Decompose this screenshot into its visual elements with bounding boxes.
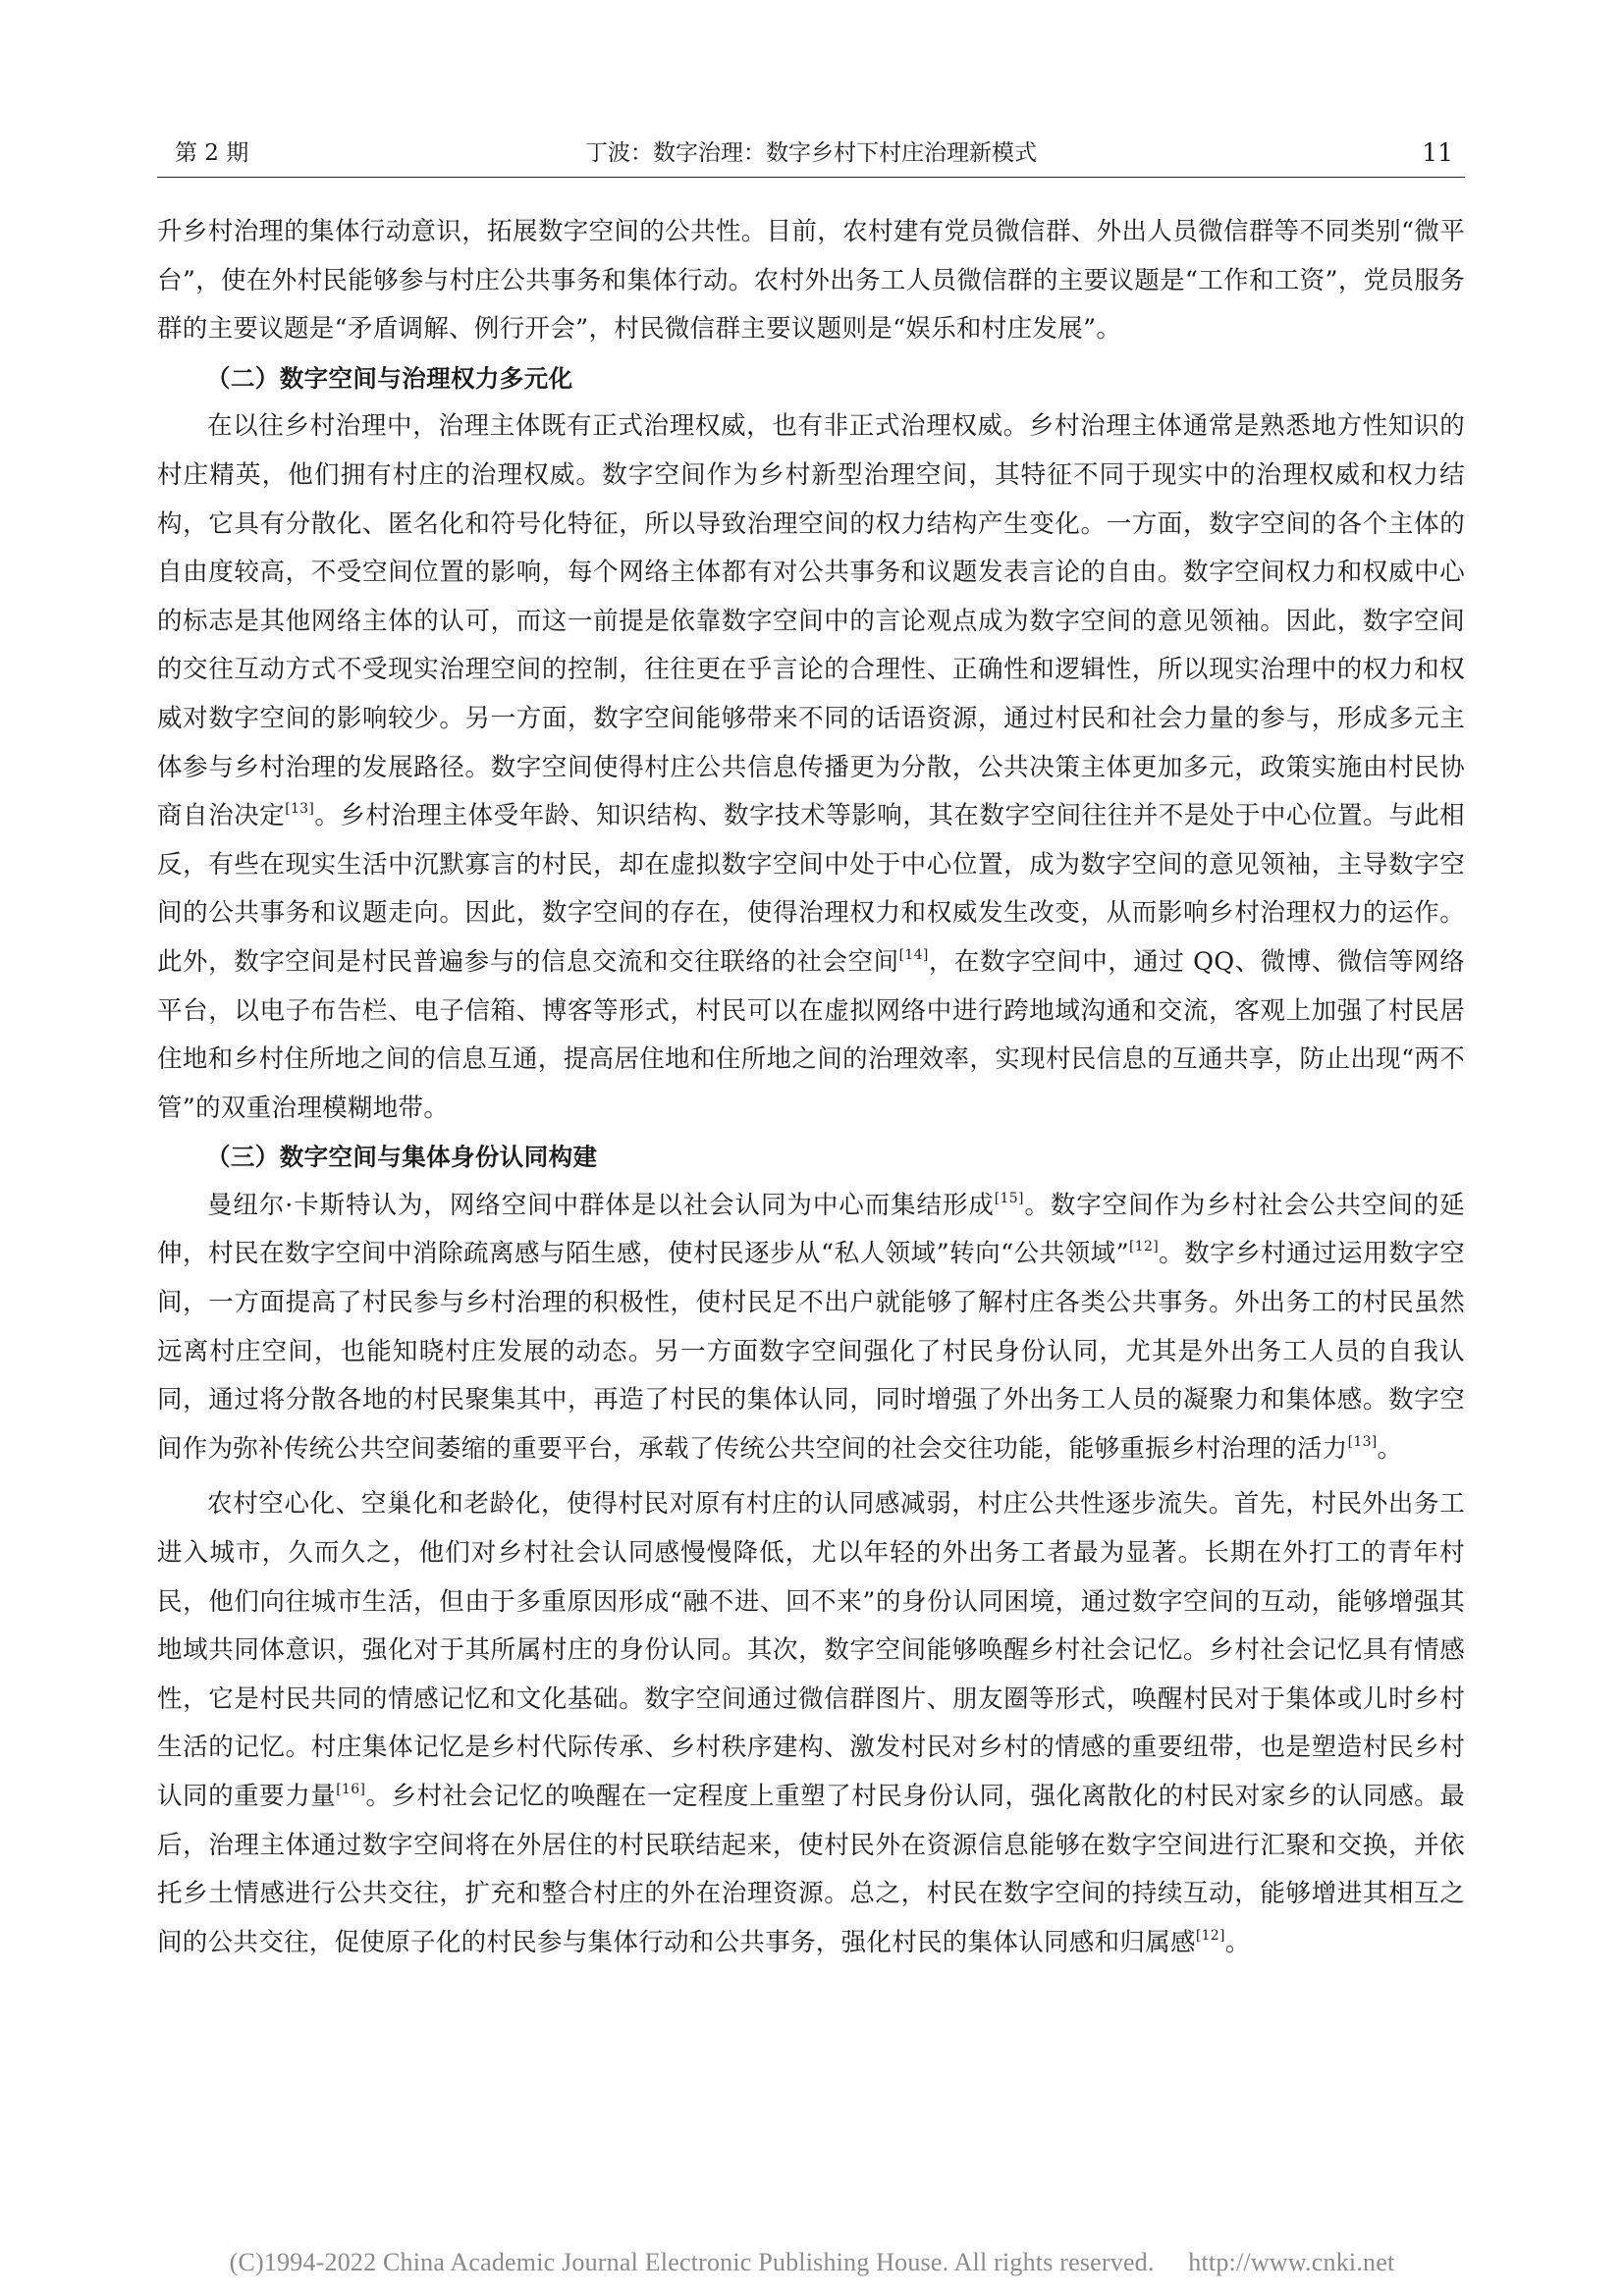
paragraph-text: 升乡村治理的集体行动意识，拓展数字空间的公共性。目前，农村建有党员微信群、外出人员微信群等不同类别“微平台”，使在外村民能够参与村庄公共事务和集体行动。农村外出务工人员微信群的主要议题是“工作和工资”，党员服务群的主要议题是“矛盾调解、例行开会”，村民微信群主要议题则是“娱乐和村庄发展”。 [157, 217, 1465, 345]
cnki-link[interactable]: http://www.cnki.net [1188, 2248, 1395, 2276]
copyright-footer [0, 2248, 1624, 2277]
citation-ref[interactable]: [16] [336, 1782, 366, 1797]
paragraph-continued [157, 208, 1465, 354]
running-header [157, 135, 1465, 171]
paragraph-text: 。数字乡村通过运用数字空间，一方面提高了村民参与乡村治理的积极性，使村民足不出户就能够了解村庄各类公共事务。外出务工的村民虽然远离村庄空间，也能知晓村庄发展的动态。另一方面数字空间强化了村民身份认同，尤其是外出务工人员的自我认同，通过将分散各地的村民聚集其中，再造了村民的集体认同，同时增强了外出务工人员的凝聚力和集体感。数字空间作为弥补传统公共空间萎缩的重要平台，承载了传统公共空间的社会交往功能，能够重振乡村治理的活力 [157, 1239, 1465, 1464]
citation-ref[interactable]: [12] [1129, 1239, 1159, 1255]
copyright-text: (C)1994-2022 China Academic Journal Electronic Publishing House. All rights reserved. [229, 2248, 1155, 2276]
paragraph-text: 。数字空间作为乡村社会公共空间的延伸，村民在数字空间中消除疏离感与陌生感，使村民逐步从“私人领域”转向“公共领域” [157, 1190, 1465, 1269]
section-heading-2: （二）数字空间与治理权力多元化 [206, 363, 573, 393]
paragraph-text: ，在数字空间中，通过 QQ、微博、微信等网络平台，以电子布告栏、电子信箱、博客等形式，村民可以在虚拟网络中进行跨地域沟通和交流，客观上加强了村民居住地和乡村住所地之间的信息互通，提高居住地和住所地之间的治理效率，实现村民信息的互通共享，防止出现“两不管”的双重治理模糊地带。 [157, 946, 1465, 1123]
running-title: 丁波：数字治理：数字乡村下村庄治理新模式 [585, 140, 1037, 166]
paragraph-text: 。乡村社会记忆的唤醒在一定程度上重塑了村民身份认同，强化离散化的村民对家乡的认同感。最后，治理主体通过数字空间将在外居住的村民联结起来，使村民外在资源信息能够在数字空间进行汇聚和交换，并依托乡土情感进行公共交往，扩充和整合村庄的外在治理资源。总之，村民在数字空间的持续互动，能够增进其相互之间的公共交往，促使原子化的村民参与集体行动和公共事务，强化村民的集体认同感和归属感 [157, 1782, 1465, 1957]
header-divider [157, 177, 1465, 178]
paragraph-rural-memory [157, 1480, 1465, 1967]
citation-ref[interactable]: [15] [994, 1190, 1024, 1206]
citation-ref[interactable]: [13] [1347, 1433, 1378, 1450]
paragraph-text: 在以往乡村治理中，治理主体既有正式治理权威，也有非正式治理权威。乡村治理主体通常是熟悉地方性知识的村庄精英，他们拥有村庄的治理权威。数字空间作为乡村新型治理空间，其特征不同于现实中的治理权威和权力结构，它具有分散化、匿名化和符号化特征，所以导致治理空间的权力结构产生变化。一方面，数字空间的各个主体的自由度较高，不受空间位置的影响，每个网络主体都有对公共事务和议题发表言论的自由。数字空间权力和权威中心的标志是其他网络主体的认可，而这一前提是依靠数字空间中的言论观点成为数字空间的意见领袖。因此，数字空间的交往互动方式不受现实治理空间的控制，往往更在乎言论的合理性、正确性和逻辑性，所以现实治理中的权力和权威对数字空间的影响较少。另一方面，数字空间能够带来不同的话语资源，通过村民和社会力量的参与，形成多元主体参与乡村治理的发展路径。数字空间使得村庄公共信息传播更为分散，公共决策主体更加多元，政策实施由村民协商自治决定 [157, 411, 1465, 831]
paragraph-text: 。 [1377, 1433, 1403, 1464]
article-body [157, 208, 1465, 1967]
paragraph-text: 农村空心化、空巢化和老龄化，使得村民对原有村庄的认同感减弱，村庄公共性逐步流失。首先，村民外出务工进入城市，久而久之，他们对乡村社会认同感慢慢降低，尤以年轻的外出务工者最为显著。长期在外打工的青年村民，他们向往城市生活，但由于多重原因形成“融不进、回不来”的身份认同困境，通过数字空间的互动，能够增强其地域共同体意识，强化对于其所属村庄的身份认同。其次，数字空间能够唤醒乡村社会记忆。乡村社会记忆具有情感性，它是村民共同的情感记忆和文化基础。数字空间通过微信群图片、朋友圈等形式，唤醒村民对于集体或儿时乡村生活的记忆。村庄集体记忆是乡村代际传承、乡村秩序建构、激发村民对乡村的情感的重要纽带，也是塑造村民乡村认同的重要力量 [157, 1489, 1465, 1811]
issue-number: 第 2 期 [175, 140, 249, 166]
paragraph-text: 曼纽尔·卡斯特认为，网络空间中群体是以社会认同为中心而集结形成 [207, 1190, 995, 1220]
journal-page [157, 0, 1465, 2296]
paragraph-text: 。乡村治理主体受年龄、知识结构、数字技术等影响，其在数字空间往往并不是处于中心位置。与此相反，有些在现实生活中沉默寡言的村民，却在虚拟数字空间中处于中心位置，成为数字空间的意见领袖，主导数字空间的公共事务和议题走向。因此，数字空间的存在，使得治理权力和权威发生改变，从而影响乡村治理权力的运作。此外，数字空间是村民普遍参与的信息交流和交往联络的社会空间 [157, 801, 1465, 977]
citation-ref[interactable]: [14] [898, 946, 929, 963]
paragraph-identity [157, 1182, 1465, 1474]
paragraph-gap [157, 1473, 1465, 1480]
citation-ref[interactable]: [12] [1195, 1927, 1225, 1944]
page-number: 11 [1422, 138, 1453, 167]
citation-ref[interactable]: [13] [285, 801, 315, 818]
paragraph-power-diversification [157, 402, 1465, 1133]
paragraph-text: 。 [1224, 1927, 1251, 1957]
section-heading-3: （三）数字空间与集体身份认同构建 [206, 1143, 598, 1172]
